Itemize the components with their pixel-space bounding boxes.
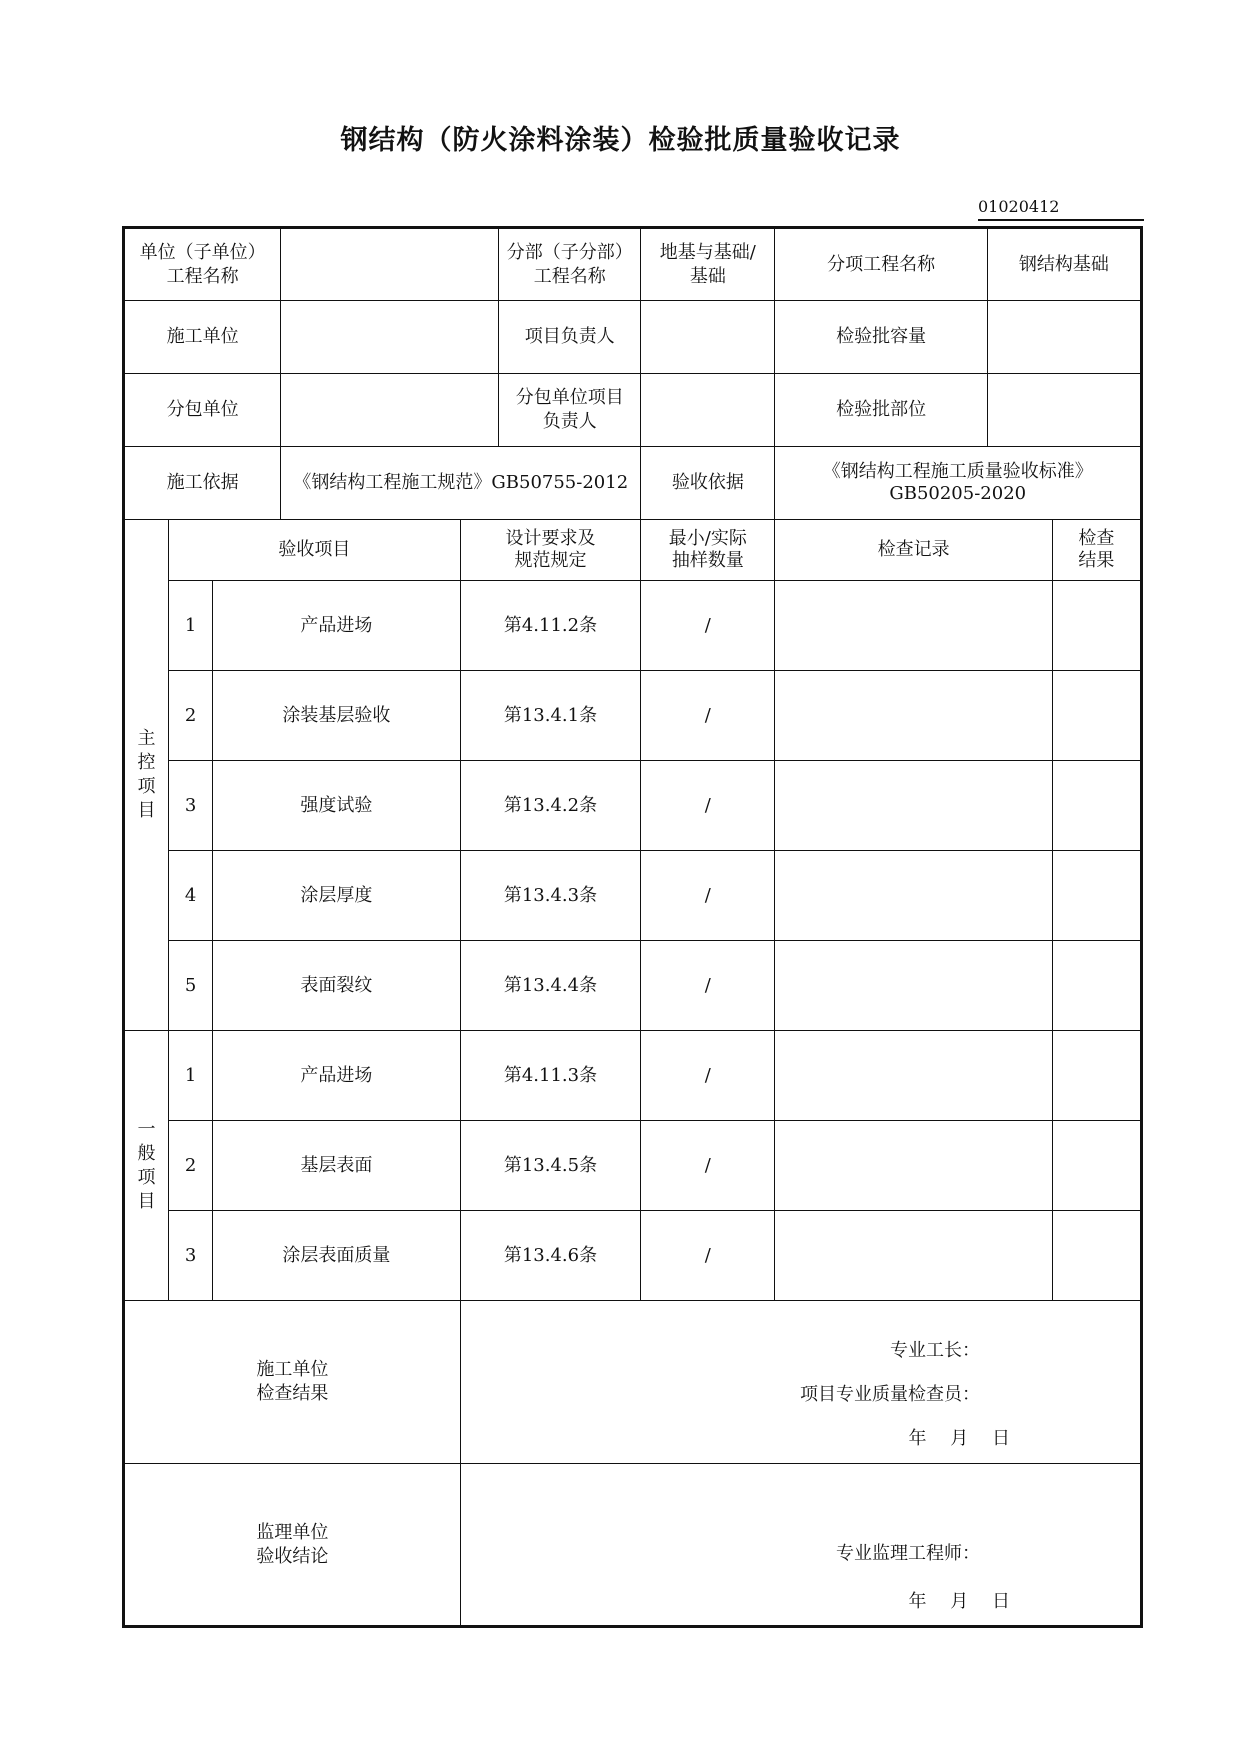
col-header-item: 验收项目 [169,520,461,581]
quality-inspector-label: 项目专业质量检查员： [800,1384,980,1405]
row-sample[interactable]: / [641,581,775,671]
row-clause: 第13.4.5条 [460,1121,640,1211]
subcontractor-label: 分包单位 [124,374,281,447]
row-item-name: 涂层厚度 [213,851,461,941]
row-sample[interactable]: / [641,761,775,851]
row-number: 2 [169,1121,213,1211]
col-header-design: 设计要求及 规范规定 [460,520,640,581]
row-result[interactable] [1052,1211,1141,1301]
table-row [124,761,1142,851]
row-sample[interactable]: / [641,1031,775,1121]
year-label: 年 [908,1428,927,1449]
construction-basis-value[interactable]: 《钢结构工程施工规范》GB50755-2012 [281,447,641,520]
inspection-form-table [122,226,1143,1628]
sub-item-name-label: 分项工程名称 [775,228,987,301]
row-record[interactable] [775,761,1052,851]
table-row [124,581,1142,671]
row-clause: 第13.4.3条 [460,851,640,941]
row-result[interactable] [1052,851,1141,941]
row-number: 1 [169,1031,213,1121]
table-row [124,851,1142,941]
row-sample[interactable]: / [641,851,775,941]
row-number: 4 [169,851,213,941]
year-label: 年 [908,1591,927,1612]
row-item-name: 产品进场 [213,581,461,671]
row-record[interactable] [775,941,1052,1031]
month-label: 月 [950,1428,969,1449]
row-record[interactable] [775,851,1052,941]
batch-location-value[interactable] [987,374,1141,447]
form-code [978,197,1144,221]
row-result[interactable] [1052,1121,1141,1211]
row-clause: 第4.11.3条 [460,1031,640,1121]
table-row [124,941,1142,1031]
row-result[interactable] [1052,671,1141,761]
row-clause: 第13.4.1条 [460,671,640,761]
batch-location-label: 检验批部位 [775,374,987,447]
constructor-check-label: 施工单位 检查结果 [124,1301,461,1464]
row-result[interactable] [1052,761,1141,851]
constructor-date [891,1427,1010,1451]
month-label: 月 [950,1591,969,1612]
row-item-name: 强度试验 [213,761,461,851]
row-sample[interactable]: / [641,941,775,1031]
row-clause: 第13.4.2条 [460,761,640,851]
row-result[interactable] [1052,941,1141,1031]
row-sample[interactable]: / [641,1121,775,1211]
table-row [124,1121,1142,1211]
row-clause: 第13.4.6条 [460,1211,640,1301]
table-row [124,1031,1142,1121]
sub-pm-value[interactable] [641,374,775,447]
unit-name-value[interactable] [281,228,499,301]
supervisor-date [891,1590,1010,1614]
row-number: 3 [169,1211,213,1301]
batch-capacity-label: 检验批容量 [775,301,987,374]
page-title: 钢结构（防火涂料涂装）检验批质量验收记录 [340,125,901,156]
row-record[interactable] [775,581,1052,671]
row-item-name: 涂装基层验收 [213,671,461,761]
row-record[interactable] [775,1031,1052,1121]
sub-item-name-value[interactable]: 钢结构基础 [987,228,1141,301]
row-record[interactable] [775,1211,1052,1301]
batch-capacity-value[interactable] [987,301,1141,374]
row-number: 3 [169,761,213,851]
table-row [124,671,1142,761]
row-item-name: 涂层表面质量 [213,1211,461,1301]
project-manager-label: 项目负责人 [499,301,641,374]
row-sample[interactable]: / [641,1211,775,1301]
general-group-label: 一般项目 [124,1031,169,1301]
form-code-text: 01020412 [978,197,1060,216]
acceptance-basis-label: 验收依据 [641,447,775,520]
construction-basis-label: 施工依据 [124,447,281,520]
col-header-result: 检查 结果 [1052,520,1141,581]
subcontractor-value[interactable] [281,374,499,447]
row-result[interactable] [1052,581,1141,671]
row-number: 1 [169,581,213,671]
sub-pm-label: 分包单位项目 负责人 [499,374,641,447]
row-sample[interactable]: / [641,671,775,761]
main-control-group-label: 主控项目 [124,520,169,1031]
subdivision-name-value[interactable]: 地基与基础/ 基础 [641,228,775,301]
row-result[interactable] [1052,1031,1141,1121]
acceptance-basis-value[interactable]: 《钢结构工程施工质量验收标准》 GB50205-2020 [775,447,1142,520]
row-clause: 第13.4.4条 [460,941,640,1031]
row-number: 5 [169,941,213,1031]
row-record[interactable] [775,1121,1052,1211]
supervisor-check-label: 监理单位 验收结论 [124,1464,461,1627]
subdivision-name-label: 分部（子分部） 工程名称 [499,228,641,301]
day-label: 日 [992,1591,1010,1612]
project-manager-value[interactable] [641,301,775,374]
supervisor-check-area[interactable] [460,1464,1141,1627]
table-row [124,1211,1142,1301]
constructor-value[interactable] [281,301,499,374]
row-record[interactable] [775,671,1052,761]
constructor-label: 施工单位 [124,301,281,374]
supervising-engineer-label: 专业监理工程师： [836,1543,980,1564]
foreman-label: 专业工长： [890,1340,980,1361]
row-number: 2 [169,671,213,761]
constructor-check-area[interactable] [460,1301,1141,1464]
day-label: 日 [992,1428,1010,1449]
row-item-name: 表面裂纹 [213,941,461,1031]
row-item-name: 基层表面 [213,1121,461,1211]
col-header-sample: 最小/实际 抽样数量 [641,520,775,581]
unit-name-label: 单位（子单位） 工程名称 [124,228,281,301]
row-clause: 第4.11.2条 [460,581,640,671]
row-item-name: 产品进场 [213,1031,461,1121]
col-header-record: 检查记录 [775,520,1052,581]
